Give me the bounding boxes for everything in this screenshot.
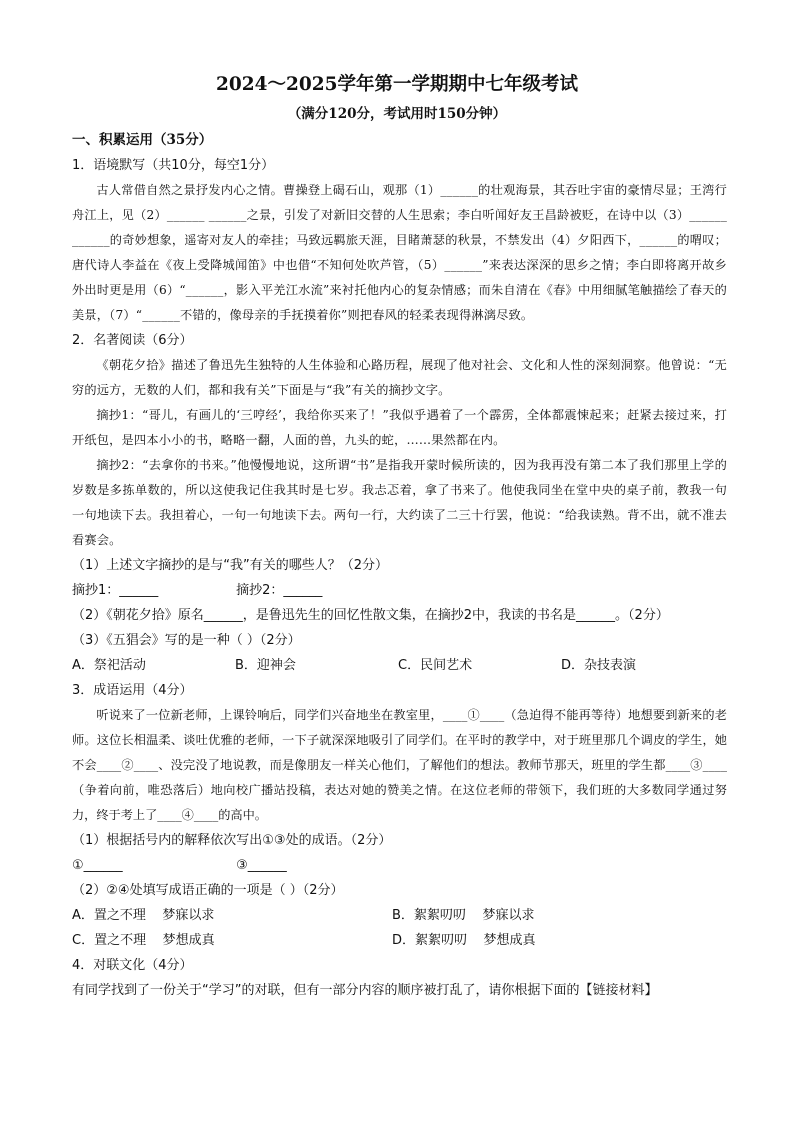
- option-b[interactable]: B．迎神会: [235, 658, 296, 673]
- answer-blank-excerpt-1[interactable]: 摘抄1：______: [72, 583, 159, 598]
- option-b[interactable]: B．絮絮叨叨 梦寐以求: [392, 908, 535, 923]
- question-2-options: [72, 653, 727, 678]
- answer-blank-excerpt-2[interactable]: 摘抄2：______: [236, 583, 323, 598]
- question-2-sub-1: （1）上述文字摘抄的是与“我”有关的哪些人？（2分）: [72, 558, 389, 573]
- question-1-stem: 1．语境默写（共10分，每空1分）: [72, 158, 275, 173]
- question-3-options-row-1: [72, 903, 727, 928]
- exam-subtitle: （满分120分，考试用时150分钟）: [287, 106, 507, 122]
- question-2-excerpt-1: 摘抄1：“哥儿，有画儿的‘三哼经’，我给你买来了！”我似乎遇着了一个霹雳，全体都震悚起来；赶紧去接过来，打开纸包，是四本小小的书，略略一翻，人面的兽，九头的蛇，……果然都在内。: [72, 408, 727, 447]
- question-4-stem: 4．对联文化（4分）: [72, 958, 193, 973]
- question-3-paragraph: 听说来了一位新老师，上课铃响后，同学们兴奋地坐在教室里，____①____（急迫得不能再等待）地想要到新来的老师。这位长相温柔、谈吐优雅的老师，一下子就深深地吸引了同学们。在平时的教学中，对于班里那几个调皮的学生，她不会____②____、没完没了地说教，而是像朋友一样关心他们，了解他们的想法。教师节那天，班里的学生都____③____（争着向前，唯恐落后）地向校广播站投稿，表达对她的赞美之情。在这位老师的带领下，我们班的大多数同学通过努力，终于考上了____④____的高中。: [72, 708, 727, 822]
- question-2-stem: 2．名著阅读（6分）: [72, 333, 193, 348]
- answer-blank-1[interactable]: ①______: [72, 858, 123, 873]
- question-1-paragraph: 古人常借自然之景抒发内心之情。曹操登上碣石山，观那（1）______的壮观海景，其吞吐宇宙的豪情尽显；王湾行舟江上，见（2）______ ______之景，引发了对新旧交替的人生思索；李白听闻好友王昌龄被贬，在诗中以（3）______ ______的奇妙想象，遥寄对友人的牵挂；马致远羁旅天涯，目睹萧瑟的秋景，不禁发出（4）夕阳西下，______的喟叹；唐代诗人李益在《夜上受降城闻笛》中也借“不知何处吹芦管，（5）______”来表达深深的思乡之情；李白即将离开故乡外出时更是用（6）“______，影入平羌江水流”来衬托他内心的复杂情感；而朱自清在《春》中用细腻笔触描绘了春天的美景，（7）“______不错的，像母亲的手抚摸着你”则把春风的轻柔表现得淋漓尽致。: [72, 183, 727, 322]
- question-4-intro: 有同学找到了一份关于“学习”的对联，但有一部分内容的顺序被打乱了，请你根据下面的【链接材料】: [72, 983, 658, 998]
- option-a[interactable]: A．置之不理 梦寐以求: [72, 908, 215, 923]
- question-3-sub-1-answers: [72, 853, 727, 878]
- question-3-options-row-2: [72, 928, 727, 953]
- question-2-sub-2: （2）《朝花夕拾》原名______，是鲁迅先生的回忆性散文集，在摘抄2中，我读的书名是______。（2分）: [72, 608, 669, 623]
- option-d[interactable]: D．杂技表演: [561, 658, 637, 673]
- question-3-stem: 3．成语运用（4分）: [72, 683, 193, 698]
- question-2-sub-1-answers: [72, 578, 727, 603]
- question-3-sub-1: （1）根据括号内的解释依次写出①③处的成语。（2分）: [72, 833, 392, 848]
- question-2-sub-3: （3）《五猖会》写的是一种（ ）（2分）: [72, 633, 301, 648]
- option-c[interactable]: C．民间艺术: [398, 658, 473, 673]
- option-d[interactable]: D．絮絮叨叨 梦想成真: [392, 933, 536, 948]
- question-2-excerpt-2: 摘抄2：“去拿你的书来。”他慢慢地说，这所谓“书”是指我开蒙时候所读的，因为我再没有第二本了我们那里上学的岁数是多拣单数的，所以这使我记住我其时是七岁。我忐忑着，拿了书来了。他使我同坐在堂中央的桌子前，教我一句一句地读下去。我担着心，一句一句地读下去。两句一行，大约读了二三十行罢，他说：“给我读熟。背不出，就不准去看赛会。: [72, 458, 727, 547]
- question-2-intro: 《朝花夕拾》描述了鲁迅先生独特的人生体验和心路历程，展现了他对社会、文化和人性的深刻洞察。他曾说：“无穷的远方，无数的人们，都和我有关”下面是与“我”有关的摘抄文字。: [72, 358, 727, 397]
- exam-title: 2024～2025学年第一学期期中七年级考试: [216, 74, 578, 95]
- exam-content: [72, 128, 727, 1003]
- option-a[interactable]: A．祭祀活动: [72, 658, 146, 673]
- question-3-sub-2: （2）②④处填写成语正确的一项是（ ）（2分）: [72, 883, 344, 898]
- answer-blank-3[interactable]: ③______: [236, 858, 287, 873]
- option-c[interactable]: C．置之不理 梦想成真: [72, 933, 215, 948]
- section-heading: 一、积累运用（35分）: [72, 132, 213, 148]
